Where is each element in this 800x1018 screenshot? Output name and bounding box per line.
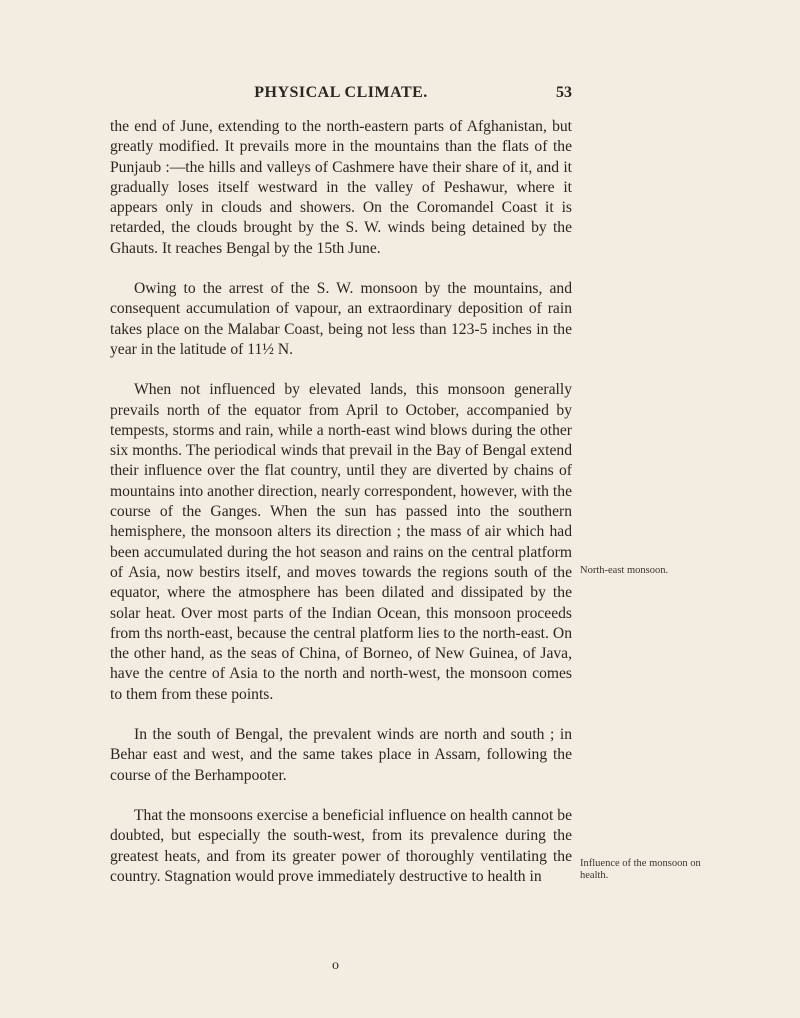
paragraph-2: Owing to the arrest of the S. W. monsoon by the mountains, and consequent accumulation of vapour, an extraordinary deposition of rain takes place on the Malabar Coast, being not less than 123-5 inches in the year in the latitude of 11½ N. bbox=[110, 280, 572, 358]
page-number: 53 bbox=[556, 84, 572, 101]
body-text bbox=[110, 117, 572, 907]
page-header bbox=[110, 84, 572, 108]
paragraph-4: In the south of Bengal, the prevalent winds are north and south ; in Behar east and west, and the same takes place in Assam, following the course of the Berhampooter. bbox=[110, 726, 572, 784]
signature-mark: o bbox=[332, 958, 339, 973]
running-title: PHYSICAL CLIMATE. bbox=[254, 84, 428, 101]
paragraph-5: That the monsoons exercise a beneficial influence on health cannot be doubted, but especially the south-west, from its prevalence during the greatest heats, and from its greater power of thoroughly ventilating the country. Stagnation would prove immediately destructive to health in bbox=[110, 806, 572, 885]
margin-note-influence-on-health: Influence of the monsoon on health. bbox=[580, 858, 701, 881]
paragraph-1: the end of June, extending to the north-eastern parts of Afghanistan, but greatly modified. It prevails more in the mountains than the flats of the Punjaub :—the hills and valleys of Cashmere have their share of it, and it gradually loses itself westward in the valley of Peshawur, where it appears only in clouds and showers. On the Coromandel Coast it is retarded, the clouds brought by the S. W. winds being detained by the Ghauts. It reaches Bengal by the 15th June. bbox=[110, 118, 572, 257]
paragraph-3: When not influenced by elevated lands, this monsoon generally prevails north of the equator from April to October, accompanied by tempests, storms and rain, while a north-east wind blows during the other six months. The periodical winds that prevail in the Bay of Bengal extend their influence over the flat country, until they are diverted by chains of mountains into another direction, nearly correspondent, however, with the course of the Ganges. When the sun has passed into the southern hemisphere, the monsoon alters its direction ; the mass of air which had been accumulated during the hot season and rains on the central platform of Asia, now bestirs itself, and moves towards the regions south of the equator, where the atmosphere has been dilated and dissipated by the solar heat. Over most parts of the Indian Ocean, this monsoon proceeds from ths north-east, because the central platform lies to the north-east. On the other hand, as the seas of China, of Borneo, of New Guinea, of Java, have the centre of Asia to the north and north-west, the monsoon comes to them from these points. bbox=[110, 381, 572, 703]
margin-note-north-east-monsoon: North-east monsoon. bbox=[580, 565, 669, 576]
